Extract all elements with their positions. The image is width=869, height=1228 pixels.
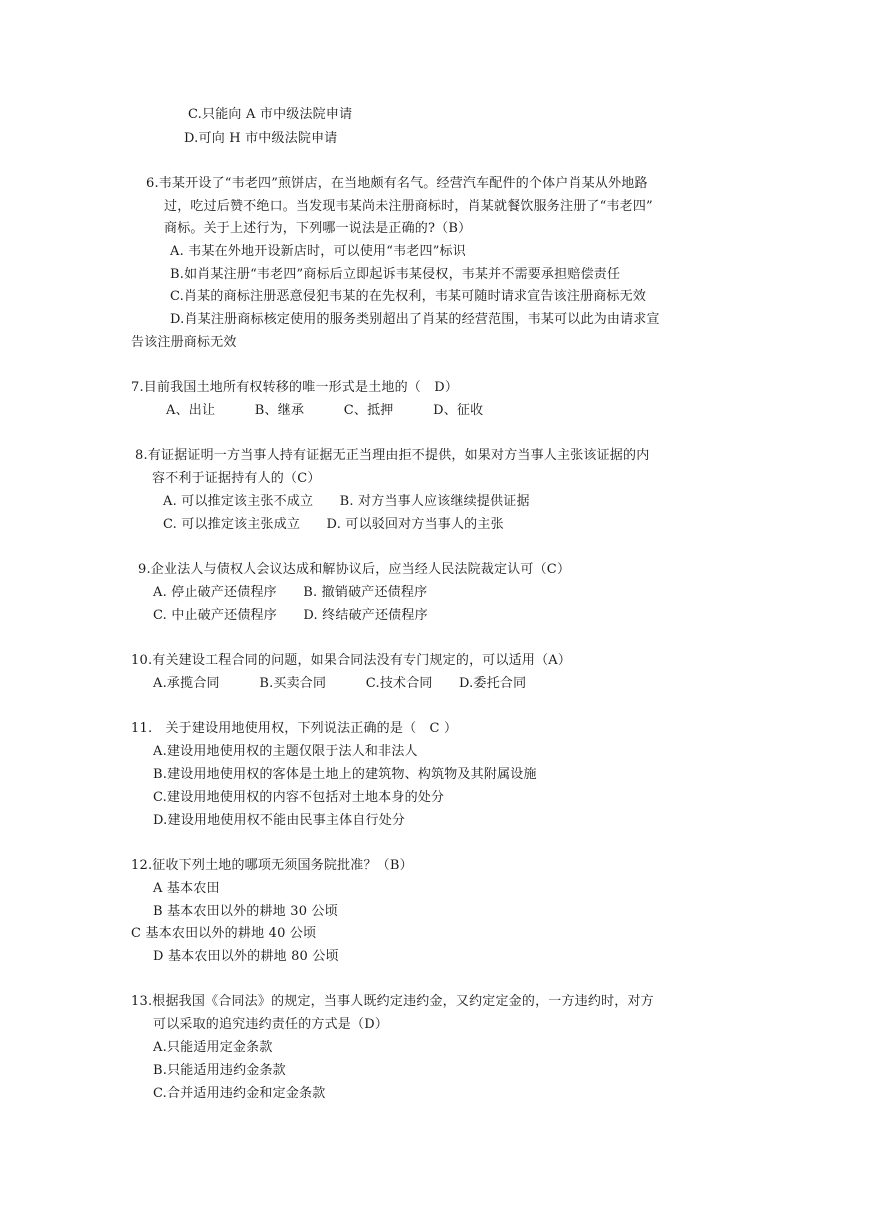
q6-stem-line-1: 6.韦某开设了“韦老四”煎饼店，在当地颇有名气。经营汽车配件的个体户肖某从外地路	[146, 176, 648, 191]
q6-option-a: A. 韦某在外地开设新店时，可以使用“韦老四”标识	[170, 244, 466, 259]
q6-stem-line-2: 过，吃过后赞不绝口。当发现韦某尚未注册商标时，肖某就餐饮服务注册了“韦老四”	[164, 199, 653, 214]
q10-options: A.承揽合同 B.买卖合同 C.技术合同 D.委托合同	[153, 676, 527, 691]
q12-option-d: D 基本农田以外的耕地 80 公顷	[153, 949, 339, 964]
q13-option-c: C.合并适用违约金和定金条款	[153, 1086, 326, 1101]
q9-options-ab: A. 停止破产还债程序 B. 撤销破产还债程序	[153, 585, 428, 600]
q11-option-c: C.建设用地使用权的内容不包括对土地本身的处分	[153, 790, 445, 805]
q11-option-a: A.建设用地使用权的主题仅限于法人和非法人	[153, 744, 418, 759]
q6-option-d-line-1: D.肖某注册商标核定使用的服务类别超出了肖某的经营范围，韦某可以此为由请求宣	[170, 312, 660, 327]
q11-option-d: D.建设用地使用权不能由民事主体自行处分	[153, 813, 406, 828]
q6-stem-line-3: 商标。关于上述行为，下列哪一说法是正确的?（B）	[164, 221, 472, 236]
q13-option-b: B.只能适用违约金条款	[153, 1063, 286, 1078]
q11-stem: 11. 关于建设用地使用权，下列说法正确的是（ C ）	[131, 721, 458, 736]
q9-stem: 9.企业法人与债权人会议达成和解协议后，应当经人民法院裁定认可（C）	[138, 562, 571, 577]
q11-option-b: B.建设用地使用权的客体是土地上的建筑物、构筑物及其附属设施	[153, 767, 537, 782]
q13-option-a: A.只能适用定金条款	[153, 1040, 273, 1055]
q6-option-c: C.肖某的商标注册恶意侵犯韦某的在先权利，韦某可随时请求宣告该注册商标无效	[170, 289, 647, 304]
q8-stem-line-1: 8.有证据证明一方当事人持有证据无正当理由拒不提供，如果对方当事人主张该证据的内	[135, 448, 650, 463]
q9-options-cd: C. 中止破产还债程序 D. 终结破产还债程序	[153, 608, 428, 623]
q12-option-a: A 基本农田	[153, 881, 220, 896]
q7-stem: 7.目前我国土地所有权转移的唯一形式是土地的（ D）	[131, 380, 459, 395]
q6-option-b: B.如肖某注册“韦老四”商标后立即起诉韦某侵权，韦某并不需要承担赔偿责任	[170, 267, 621, 282]
q10-stem: 10.有关建设工程合同的问题，如果合同法没有专门规定的，可以适用（A）	[131, 653, 572, 668]
q8-stem-line-2: 容不利于证据持有人的（C）	[152, 471, 321, 486]
q5-option-d: D.可向 H 市中级法院申请	[184, 131, 338, 146]
q6-option-d-line-2: 告该注册商标无效	[131, 335, 237, 350]
q8-options-ab: A. 可以推定该主张不成立 B. 对方当事人应该继续提供证据	[163, 494, 530, 509]
q5-option-c: C.只能向 A 市中级法院申请	[188, 107, 353, 122]
q13-stem-line-2: 可以采取的追究违约责任的方式是（D）	[153, 1017, 389, 1032]
q12-option-c: C 基本农田以外的耕地 40 公顷	[131, 926, 317, 941]
q13-stem-line-1: 13.根据我国《合同法》的规定，当事人既约定违约金，又约定定金的，一方违约时，对方	[131, 994, 654, 1009]
q12-stem: 12.征收下列土地的哪项无须国务院批准？（B）	[131, 858, 413, 873]
q7-options: A、出让 B、继承 C、抵押 D、征收	[166, 403, 484, 418]
q8-options-cd: C. 可以推定该主张成立 D. 可以驳回对方当事人的主张	[163, 517, 504, 532]
q12-option-b: B 基本农田以外的耕地 30 公顷	[153, 904, 338, 919]
